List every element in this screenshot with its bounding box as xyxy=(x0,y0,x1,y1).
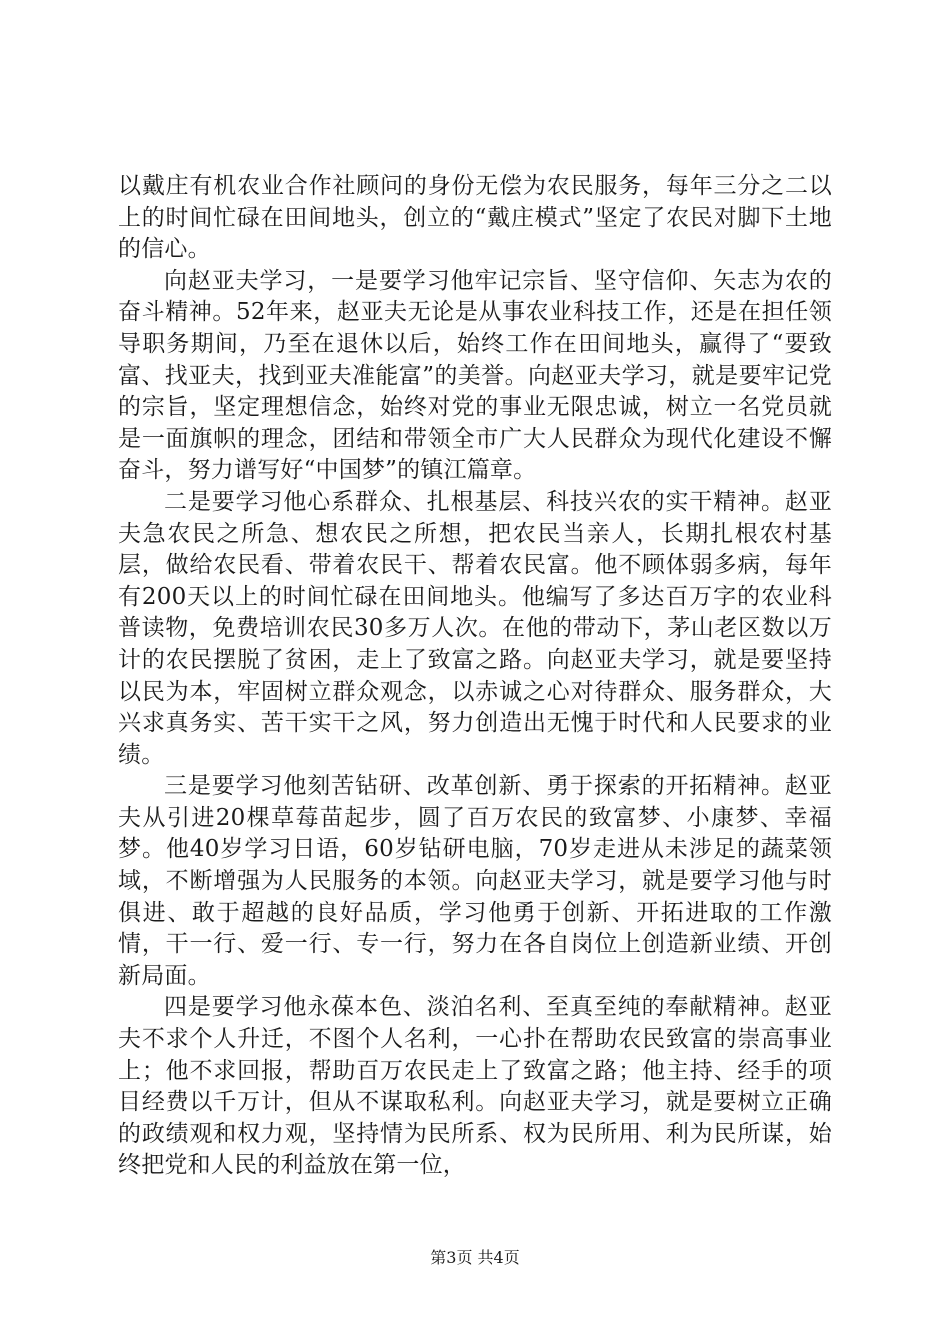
paragraph-5: 四是要学习他永葆本色、淡泊名利、至真至纯的奉献精神。赵亚夫不求个人升迁，不图个人名利，一心扑在帮助农民致富的崇高事业上；他不求回报，帮助百万农民走上了致富之路；他主持、经手的项目经费以千万计，但从不谋取私利。向赵亚夫学习，就是要树立正确的政绩观和权力观，坚持情为民所系、权为民所用、利为民所谋，始终把党和人民的利益放在第一位， xyxy=(118,994,832,1179)
paragraph-4: 三是要学习他刻苦钻研、改革创新、勇于探索的开拓精神。赵亚夫从引进20棵草莓苗起步，圆了百万农民的致富梦、小康梦、幸福梦。他40岁学习日语，60岁钻研电脑，70岁走进从未涉足的蔬菜领域，不断增强为人民服务的本领。向赵亚夫学习，就是要学习他与时俱进、敢于超越的良好品质，学习他勇于创新、开拓进取的工作激情，干一行、爱一行、专一行，努力在各自岗位上创造新业绩、开创新局面。 xyxy=(118,773,832,989)
paragraph-1: 以戴庄有机农业合作社顾问的身份无偿为农民服务，每年三分之二以上的时间忙碌在田间地头，创立的“戴庄模式”坚定了农民对脚下土地的信心。 xyxy=(118,173,832,263)
page-footer: 第3页 共4页 xyxy=(430,1248,520,1267)
document-body xyxy=(118,171,832,1182)
paragraph-2: 向赵亚夫学习，一是要学习他牢记宗旨、坚守信仰、矢志为农的奋斗精神。52年来，赵亚夫无论是从事农业科技工作，还是在担任领导职务期间，乃至在退休以后，始终工作在田间地头，赢得了“要致富、找亚夫，找到亚夫准能富”的美誉。向赵亚夫学习，就是要牢记党的宗旨，坚定理想信念，始终对党的事业无限忠诚，树立一名党员就是一面旗帜的理念，团结和带领全市广大人民群众为现代化建设不懈奋斗，努力谱写好“中国梦”的镇江篇章。 xyxy=(118,267,832,484)
paragraph-3: 二是要学习他心系群众、扎根基层、科技兴农的实干精神。赵亚夫急农民之所急、想农民之所想，把农民当亲人，长期扎根农村基层，做给农民看、带着农民干、帮着农民富。他不顾体弱多病，每年有200天以上的时间忙碌在田间地头。他编写了多达百万字的农业科普读物，免费培训农民30多万人次。在他的带动下，茅山老区数以万计的农民摆脱了贫困，走上了致富之路。向赵亚夫学习，就是要坚持以民为本，牢固树立群众观念，以赤诚之心对待群众、服务群众，大兴求真务实、苦干实干之风，努力创造出无愧于时代和人民要求的业绩。 xyxy=(118,488,832,768)
